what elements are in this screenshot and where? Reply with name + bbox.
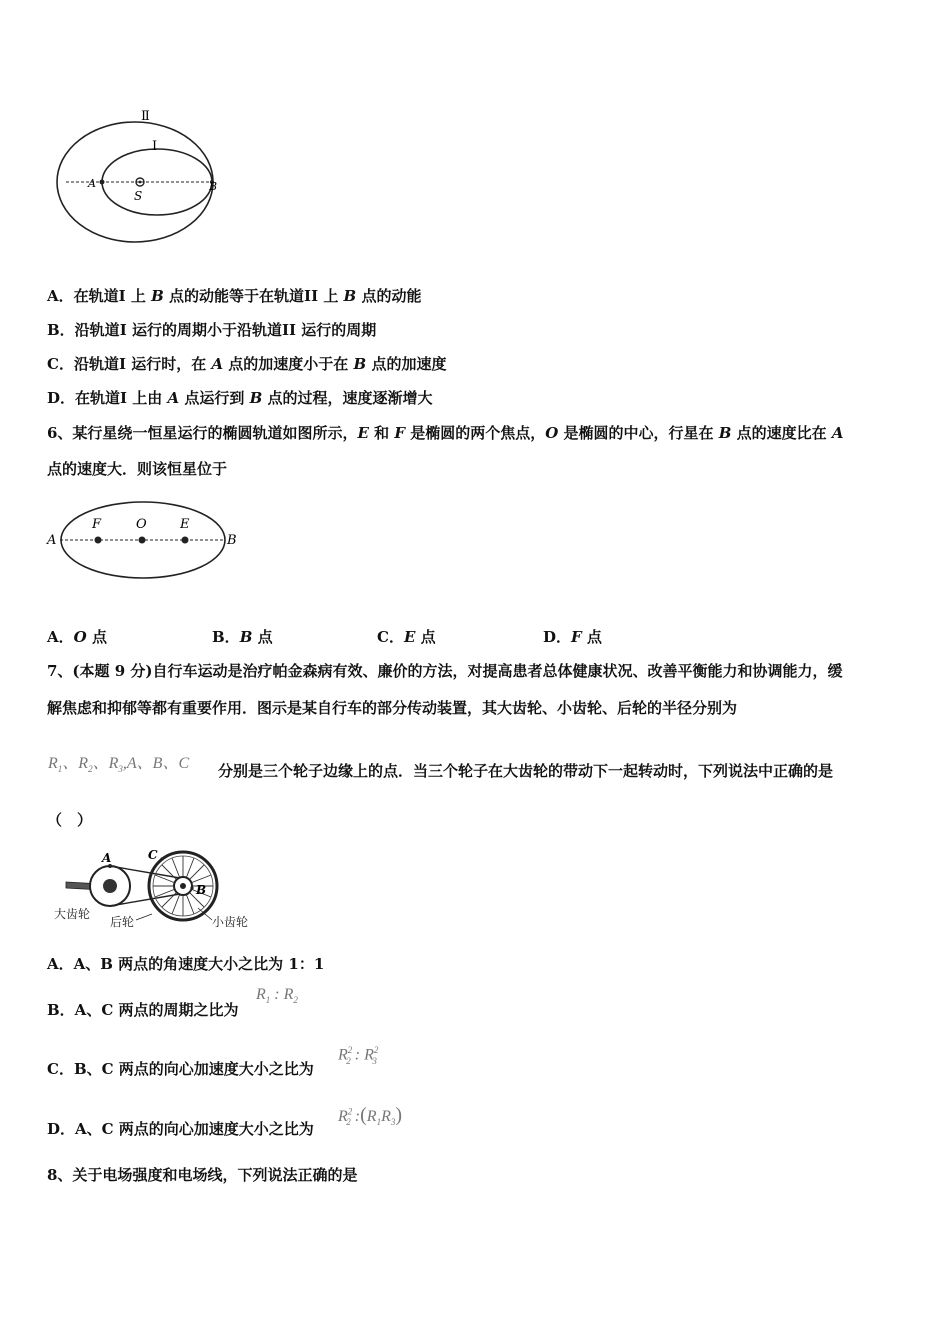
q6-option-a: A．O 点 bbox=[47, 628, 107, 646]
label-big-gear: 大齿轮 bbox=[54, 907, 91, 921]
q7-stem-line1: 7、(本题 9 分)自行车运动是治疗帕金森病有效、廉价的方法，对提高患者总体健康状况、改善平衡能力和协调能力，缓 bbox=[47, 662, 843, 680]
q6-option-c: C．E 点 bbox=[377, 628, 436, 646]
label-B: B bbox=[209, 180, 218, 193]
q7-option-b: B．A、C 两点的周期之比为 bbox=[47, 1001, 239, 1019]
q7-option-a: A．A、B 两点的角速度大小之比为 1：1 bbox=[47, 955, 325, 973]
label-A: A bbox=[88, 177, 96, 190]
label-B: B bbox=[227, 533, 237, 548]
q7-answer-paren: （ ） bbox=[47, 811, 93, 829]
q7-option-c: C．B、C 两点的向心加速度大小之比为 bbox=[47, 1060, 314, 1078]
q8-stem: 8、关于电场强度和电场线，下列说法正确的是 bbox=[47, 1166, 358, 1184]
q6-option-b: B．B 点 bbox=[212, 628, 273, 646]
q7-option-d: D．A、C 两点的向心加速度大小之比为 bbox=[47, 1120, 314, 1138]
point-A bbox=[100, 180, 105, 185]
point-C bbox=[160, 857, 163, 860]
q6-option-d: D．F 点 bbox=[543, 628, 602, 646]
focus-E-dot bbox=[182, 537, 189, 544]
label-A: A bbox=[102, 851, 112, 865]
q7-stem-line2: 解焦虑和抑郁等都有重要作用．图示是某自行车的部分传动装置，其大齿轮、小齿轮、后轮的半径分别为 bbox=[47, 699, 738, 717]
q7-option-d-ratio: $R^2_2$ $:(R_1R_3)$ bbox=[338, 1104, 403, 1128]
label-S: S bbox=[134, 189, 143, 203]
q6-stem-line2: 点的速度大．则该恒星位于 bbox=[47, 460, 228, 478]
label-B: B bbox=[196, 883, 207, 897]
label-O: O bbox=[136, 517, 147, 532]
focus-F-dot bbox=[95, 537, 102, 544]
label-E: E bbox=[180, 517, 190, 532]
label-F: F bbox=[92, 517, 102, 532]
q5-option-d: D．在轨道I 上由 A 点运行到 B 点的过程，速度逐渐增大 bbox=[47, 389, 433, 407]
q7-option-c-ratio: $R^2_2$ : $R^2_3$ bbox=[338, 1045, 379, 1066]
q7-stem-line3: 分别是三个轮子边缘上的点．当三个轮子在大齿轮的带动下一起转动时，下列说法中正确的是 bbox=[218, 762, 834, 780]
point-B bbox=[190, 886, 193, 889]
label-rear-wheel: 后轮 bbox=[110, 915, 135, 929]
q5-option-a: A．在轨道I 上 B 点的动能等于在轨道II 上 B 点的动能 bbox=[47, 287, 422, 305]
orbit-II bbox=[57, 122, 213, 242]
q5-option-c: C．沿轨道I 运行时，在 A 点的加速度小于在 B 点的加速度 bbox=[47, 355, 447, 373]
orbit-figure bbox=[44, 100, 234, 248]
label-C: C bbox=[148, 848, 158, 862]
q5-option-b: B．沿轨道I 运行的周期小于沿轨道II 运行的周期 bbox=[47, 321, 377, 339]
q7-option-b-ratio: $R_1$ : $R_2$ bbox=[256, 986, 298, 1006]
q7-radius-variables: $R_1$、$R_2$、$R_3,A$、B、C bbox=[48, 755, 190, 775]
center-O-dot bbox=[139, 537, 146, 544]
q6-stem-line1: 6、某行星绕一恒星运行的椭圆轨道如图所示，E 和 F 是椭圆的两个焦点，O 是椭圆的中心，行星在 B 点的速度比在 A bbox=[47, 424, 844, 442]
label-A: A bbox=[47, 533, 57, 548]
label-I: I bbox=[152, 139, 158, 154]
label-II: Ⅱ bbox=[141, 109, 150, 124]
bicycle-transmission-figure bbox=[52, 846, 264, 932]
label-small-gear: 小齿轮 bbox=[212, 915, 249, 929]
ellipse-foci-figure bbox=[44, 500, 244, 596]
